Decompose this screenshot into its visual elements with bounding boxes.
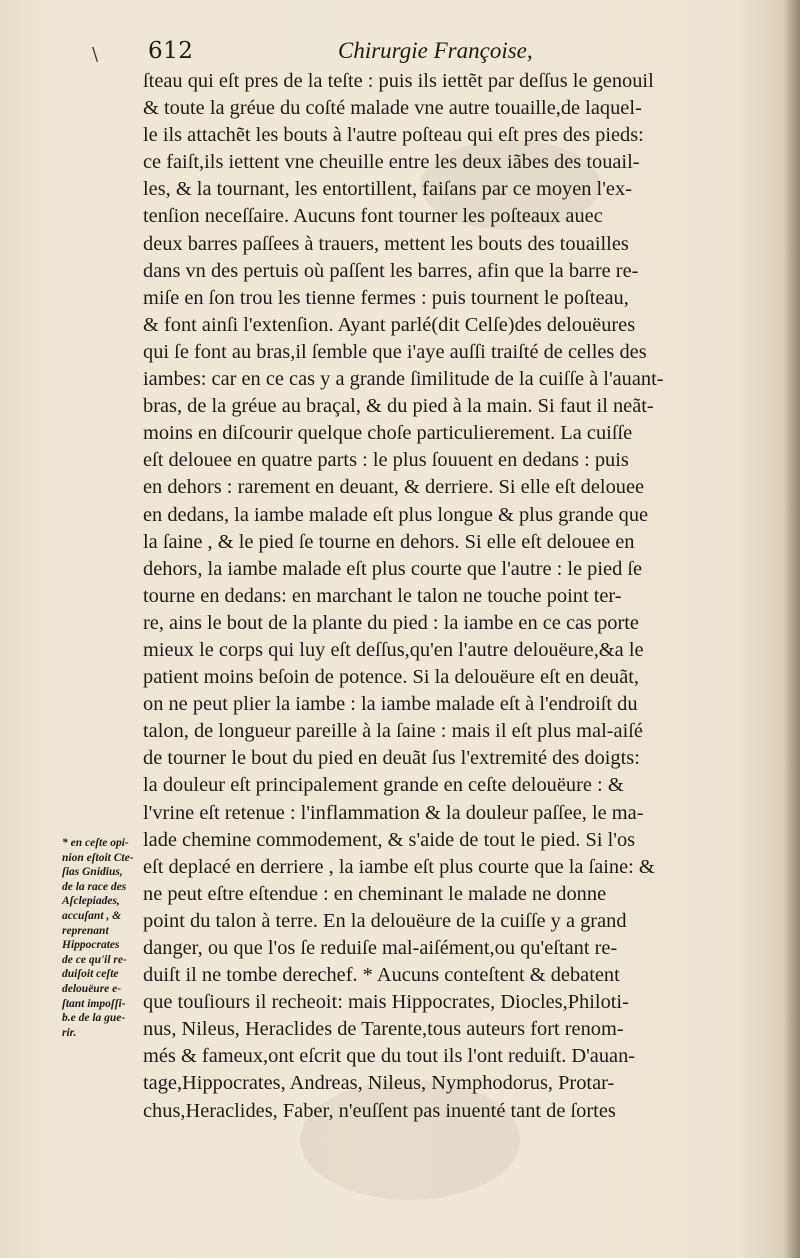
- margin-note: [62, 836, 144, 1040]
- text-line: talon, de longueur pareille à la ſaine : mais il eſt plus mal-aiſé: [143, 720, 643, 743]
- margin-note-line: reprenant: [62, 924, 109, 937]
- text-line: l'vrine eſt retenue : l'inflammation & la douleur paſſee, le ma-: [143, 801, 644, 824]
- text-line: ce faiſt,ils iettent vne cheuille entre les deux iãbes des touail-: [143, 151, 640, 174]
- text-line: le ils attachẽt les bouts à l'autre poſteau qui eſt pres des pieds:: [143, 124, 644, 147]
- text-line: chus,Heraclides, Faber, n'euſſent pas inuenté tant de ſortes: [143, 1099, 616, 1122]
- running-title: Chirurgie Françoise,: [338, 38, 533, 63]
- text-line: qui ſe font au bras,il ſemble que i'aye auſſi traiſté de celles des: [143, 340, 647, 363]
- text-line: ſteau qui eſt pres de la teſte : puis ils iettẽt par deſſus le genouil: [143, 70, 654, 92]
- text-line: iambes: car en ce cas y a grande ſimilitude de la cuiſſe à l'auant-: [143, 368, 664, 391]
- margin-mark: \: [92, 44, 99, 65]
- body-text: [143, 68, 775, 1125]
- text-line: eſt delouee en quatre parts : le plus ſouuent en dedans : puis: [143, 449, 629, 472]
- margin-note-line: duiſoit ceſte: [62, 968, 119, 981]
- margin-note-line: Aſclepiades,: [62, 895, 120, 908]
- page-edge-shadow: [784, 0, 800, 1258]
- margin-note-line: de la race des: [62, 880, 127, 893]
- page-number: 612: [148, 38, 194, 64]
- text-line: bras, de la gréue au braçal, & du pied à la main. Si faut il neãt-: [143, 395, 654, 418]
- text-line: la douleur eſt principalement grande en ceſte delouëure : &: [143, 774, 624, 797]
- text-line: & font ainſi l'extenſion. Ayant parlé(dit Celſe)des delouëures: [143, 313, 636, 336]
- text-line: tourne en dedans: en marchant le talon ne touche point ter-: [143, 584, 622, 607]
- text-line: danger, ou que l'os ſe reduiſe mal-aiſément,ou qu'eſtant re-: [143, 937, 618, 959]
- text-line: en dehors : rarement en deuant, & derriere. Si elle eſt delouee: [143, 476, 645, 499]
- margin-note-line: ſtant impoſſi-: [62, 997, 126, 1010]
- text-line: duiſt il ne tombe derechef. * Aucuns conteſtent & debatent: [143, 964, 620, 987]
- text-line: mieux le corps qui luy eſt deſſus,qu'en l'autre delouëure,&a le: [143, 638, 644, 661]
- text-line: les, & la tournant, les entortillent, faiſans par ce moyen l'ex-: [143, 178, 632, 201]
- text-line: la ſaine , & le pied ſe tourne en dehors. Si elle eſt delouee en: [143, 530, 635, 553]
- margin-note-line: delouëure e-: [62, 982, 122, 995]
- margin-note-line: nion eſtoit Cte-: [62, 851, 134, 864]
- text-line: patient moins beſoin de potence. Si la delouëure eſt en deuãt,: [143, 666, 640, 689]
- text-line: re, ains le bout de la plante du pied : la iambe en ce cas porte: [143, 611, 639, 634]
- text-line: nus, Nileus, Heraclides de Tarente,tous auteurs fort renom-: [143, 1018, 624, 1041]
- text-line: dans vn des pertuis où paſſent les barres, afin que la barre re-: [143, 259, 639, 282]
- margin-note-line: Hippocrates: [62, 939, 120, 952]
- margin-note-line: accuſant , &: [62, 909, 122, 922]
- text-line: eſt deplacé en derriere , la iambe eſt plus courte que la ſaine: &: [143, 855, 655, 878]
- margin-note-line: ſias Gnidius,: [62, 866, 123, 879]
- margin-note-line: * en ceſte opi-: [62, 837, 129, 849]
- margin-note-line: rir.: [62, 1026, 77, 1039]
- text-line: moins en diſcourir quelque choſe particulierement. La cuiſſe: [143, 422, 633, 445]
- text-line: en dedans, la iambe malade eſt plus longue & plus grande que: [143, 503, 649, 526]
- text-line: ne peut eſtre eſtendue : en cheminant le malade ne donne: [143, 882, 607, 905]
- text-line: dehors, la iambe malade eſt plus courte que l'autre : le pied ſe: [143, 557, 643, 580]
- text-line: miſe en ſon trou les tienne fermes : puis tournent le poſteau,: [143, 286, 629, 309]
- text-line: point du talon à terre. En la delouëure de la cuiſſe y a grand: [143, 909, 627, 932]
- running-header: [148, 38, 768, 70]
- text-line: deux barres paſſees à trauers, mettent les bouts des touailles: [143, 232, 629, 255]
- text-line: on ne peut plier la iambe : la iambe malade eſt à l'endroiſt du: [143, 693, 638, 716]
- text-line: que touſiours il recheoit: mais Hippocrates, Diocles,Philoti-: [143, 991, 629, 1014]
- margin-note-line: b.e de la gue-: [62, 1012, 126, 1025]
- text-line: de tourner le bout du pied en deuãt ſus l'extremité des doigts:: [143, 747, 640, 770]
- text-line: tage,Hippocrates, Andreas, Nileus, Nymphodorus, Protar-: [143, 1072, 615, 1095]
- text-line: tenſion neceſſaire. Aucuns font tourner les poſteaux auec: [143, 205, 603, 228]
- text-line: lade chemine commodement, & s'aide de tout le pied. Si l'os: [143, 828, 636, 851]
- text-line: & toute la gréue du coſté malade vne autre touaille,de laquel-: [143, 97, 642, 120]
- margin-note-line: de ce qu'il re-: [62, 953, 127, 966]
- text-line: més & fameux,ont eſcrit que du tout ils l'ont reduiſt. D'auan-: [143, 1045, 636, 1068]
